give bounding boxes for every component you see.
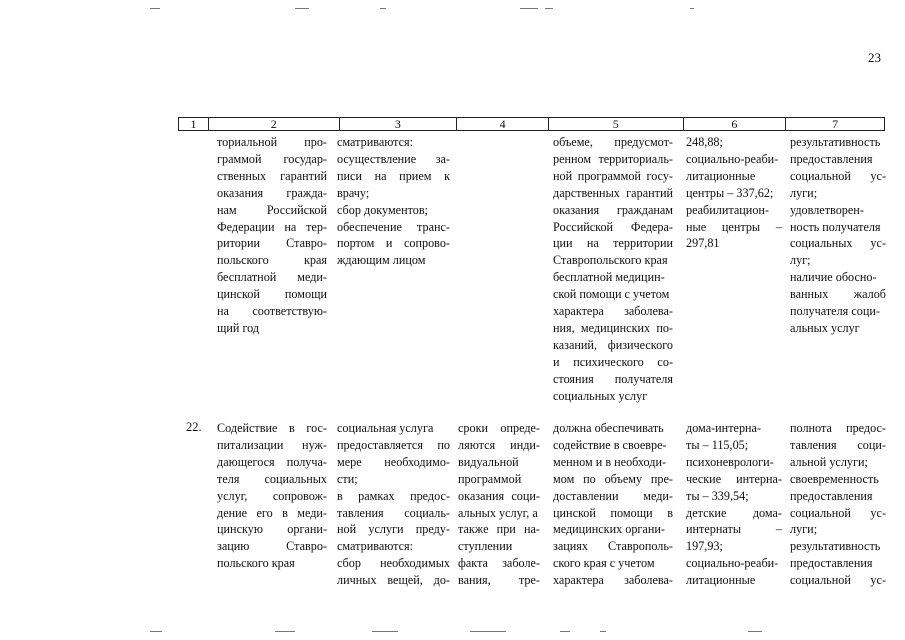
text-line: социальной ус- bbox=[790, 168, 886, 183]
text-line: также при на- bbox=[458, 522, 540, 537]
text-line: ритории Ставро- bbox=[217, 236, 327, 251]
scan-artifact-top bbox=[0, 8, 905, 10]
text-line: предоставления bbox=[790, 151, 873, 166]
text-line: альной услуги; bbox=[790, 454, 868, 469]
text-line: реабилитацион- bbox=[686, 202, 769, 217]
text-line: социальных ус- bbox=[790, 236, 886, 251]
text-line: бесплатной медицин- bbox=[553, 270, 665, 285]
text-line: ции на территории bbox=[553, 236, 673, 251]
text-line: портом и сопрово- bbox=[337, 236, 450, 251]
text-line: доставлении меди- bbox=[553, 488, 673, 503]
text-line: ждающим лицом bbox=[337, 253, 426, 268]
text-line: детские дома- bbox=[686, 505, 782, 520]
text-line: литационные bbox=[686, 573, 756, 588]
text-line: цинскую органи- bbox=[217, 522, 327, 537]
text-line: личных вещей, до- bbox=[337, 573, 450, 588]
text-line: Федерации на тер- bbox=[217, 219, 327, 234]
header-col-4: 4 bbox=[457, 118, 549, 130]
text-line: цинской помощи в bbox=[553, 505, 673, 520]
text-line: сбор документов; bbox=[337, 202, 429, 217]
scan-artifact-bottom bbox=[0, 631, 905, 633]
text-line: социально-реаби- bbox=[686, 151, 779, 166]
text-line: оказания гражда- bbox=[217, 185, 327, 200]
header-col-2: 2 bbox=[209, 118, 340, 130]
text-line: сроки опреде- bbox=[458, 421, 540, 435]
text-line: Содействие в гос- bbox=[217, 421, 327, 435]
text-line: тавления соци- bbox=[790, 437, 886, 452]
text-line: ния, медицинских по- bbox=[553, 320, 673, 335]
text-line: нам Российской bbox=[217, 202, 327, 217]
text-line: факта заболе- bbox=[458, 556, 540, 571]
text-line: альных услуг, а bbox=[458, 505, 538, 520]
text-line: менном и в необходи- bbox=[553, 454, 667, 469]
text-line: щий год bbox=[217, 320, 260, 335]
text-line: сматриваются: bbox=[337, 135, 414, 149]
text-line: социальной ус- bbox=[790, 505, 886, 520]
text-line: стояния получателя bbox=[553, 371, 673, 386]
text-line: цинской помощи bbox=[217, 287, 327, 302]
text-line: питализации нуж- bbox=[217, 437, 327, 452]
row-a-col6 bbox=[686, 134, 782, 252]
text-line: содействие в своевре- bbox=[553, 437, 667, 452]
text-line: ляются инди- bbox=[458, 437, 540, 452]
text-line: ные центры – bbox=[686, 219, 782, 234]
header-col-7: 7 bbox=[832, 117, 839, 131]
text-line: в рамках предос- bbox=[337, 488, 450, 503]
text-line: 197,93; bbox=[686, 539, 723, 554]
text-line: бесплатной меди- bbox=[217, 270, 327, 285]
text-line: писи на прием к bbox=[337, 168, 450, 183]
text-line: зацию Ставро- bbox=[217, 539, 327, 554]
text-line: удовлетворен- bbox=[790, 202, 864, 217]
text-line: результативность bbox=[790, 135, 881, 149]
text-line: литационные bbox=[686, 168, 756, 183]
text-line: луг; bbox=[790, 253, 811, 268]
text-line: осуществление за- bbox=[337, 151, 450, 166]
text-line: характера заболева- bbox=[553, 304, 673, 319]
text-line: предоставления bbox=[790, 488, 873, 503]
text-line: дение его в меди- bbox=[217, 505, 327, 520]
text-line: полнота предос- bbox=[790, 421, 886, 435]
text-line: социально-реаби- bbox=[686, 556, 779, 571]
page-number: 23 bbox=[868, 50, 881, 65]
text-line: предоставляется по bbox=[337, 437, 450, 452]
header-col-1: 1 bbox=[179, 118, 209, 130]
text-line: ной услуги преду- bbox=[337, 522, 450, 537]
row-b-col7 bbox=[790, 420, 886, 589]
text-line: ность получателя bbox=[790, 219, 881, 234]
row-b-col2 bbox=[217, 420, 327, 572]
text-line: дающегося получа- bbox=[217, 454, 327, 469]
text-line: дарственных гарантий bbox=[553, 185, 673, 200]
text-line: на соответствую- bbox=[217, 304, 327, 319]
row-number: 22. bbox=[186, 420, 202, 434]
text-line: польского края bbox=[217, 253, 327, 268]
text-line: ты – 115,05; bbox=[686, 437, 749, 452]
row-b-col5 bbox=[553, 420, 673, 589]
text-line: зациях Ставрополь- bbox=[553, 539, 673, 554]
text-line: ской помощи с учетом bbox=[553, 287, 670, 302]
text-line: видуальной bbox=[458, 454, 519, 469]
text-line: казаний, физического bbox=[553, 337, 673, 352]
text-line: луги; bbox=[790, 522, 818, 537]
text-line: ной программой госу- bbox=[553, 168, 673, 183]
text-line: и психического со- bbox=[553, 354, 673, 369]
row-b-col6 bbox=[686, 420, 782, 589]
text-line: центры – 337,62; bbox=[686, 185, 774, 200]
text-line: социальных услуг bbox=[553, 388, 648, 403]
row-a-col5 bbox=[553, 134, 673, 405]
text-line: 297,81 bbox=[686, 236, 720, 251]
text-line: обеспечение транс- bbox=[337, 219, 450, 234]
row-b-col4 bbox=[458, 420, 540, 589]
text-line: результативность bbox=[790, 539, 881, 554]
text-line: дома-интерна- bbox=[686, 421, 762, 435]
text-line: получателя соци- bbox=[790, 304, 880, 319]
text-line: своевременность bbox=[790, 471, 879, 486]
text-line: польского края bbox=[217, 556, 295, 571]
text-line: сматриваются: bbox=[337, 539, 414, 554]
header-col-5: 5 bbox=[549, 118, 684, 130]
text-line: ты – 339,54; bbox=[686, 488, 749, 503]
row-a-col7 bbox=[790, 134, 886, 337]
row-a-col3 bbox=[337, 134, 450, 269]
text-line: должна обеспечивать bbox=[553, 421, 664, 435]
text-line: ренном территориаль- bbox=[553, 151, 673, 166]
text-line: ториальной про- bbox=[217, 135, 327, 149]
text-line: врачу; bbox=[337, 185, 370, 200]
text-line: теля социальных bbox=[217, 471, 327, 486]
text-line: ского края с учетом bbox=[553, 556, 655, 571]
text-line: мом по объему пре- bbox=[553, 471, 673, 486]
text-line: мере необходимо- bbox=[337, 454, 450, 469]
text-line: программой bbox=[458, 471, 522, 486]
text-line: оказания соци- bbox=[458, 488, 540, 503]
text-line: наличие обосно- bbox=[790, 270, 877, 285]
row-b-col3 bbox=[337, 420, 450, 589]
header-col-3: 3 bbox=[340, 118, 458, 130]
text-line: 248,88; bbox=[686, 135, 723, 149]
text-line: интернаты – bbox=[686, 522, 782, 537]
text-line: предоставления bbox=[790, 556, 873, 571]
text-line: ванных жалоб bbox=[790, 287, 886, 302]
text-line: луги; bbox=[790, 185, 818, 200]
text-line: психоневрологи- bbox=[686, 454, 774, 469]
text-line: сти; bbox=[337, 471, 358, 486]
text-line: сбор необходимых bbox=[337, 556, 450, 571]
text-line: ступлении bbox=[458, 539, 513, 554]
text-line: характера заболева- bbox=[553, 573, 673, 588]
header-col-6: 6 bbox=[684, 118, 787, 130]
row-a-col2 bbox=[217, 134, 327, 337]
text-line: тавления социаль- bbox=[337, 505, 450, 520]
text-line: альных услуг bbox=[790, 320, 860, 335]
text-line: социальная услуга bbox=[337, 421, 434, 435]
text-line: Ставропольского края bbox=[553, 253, 668, 268]
text-line: социальной ус- bbox=[790, 573, 886, 588]
text-line: граммой государ- bbox=[217, 151, 327, 166]
text-line: Российской Федера- bbox=[553, 219, 673, 234]
text-line: ческие интерна- bbox=[686, 471, 782, 486]
text-line: объеме, предусмот- bbox=[553, 135, 673, 149]
text-line: ственных гарантий bbox=[217, 168, 327, 183]
text-line: медицинских органи- bbox=[553, 522, 665, 537]
text-line: оказания гражданам bbox=[553, 202, 673, 217]
table-header-row bbox=[178, 117, 885, 131]
text-line: вания, тре- bbox=[458, 573, 540, 588]
text-line: услуг, сопровож- bbox=[217, 488, 327, 503]
